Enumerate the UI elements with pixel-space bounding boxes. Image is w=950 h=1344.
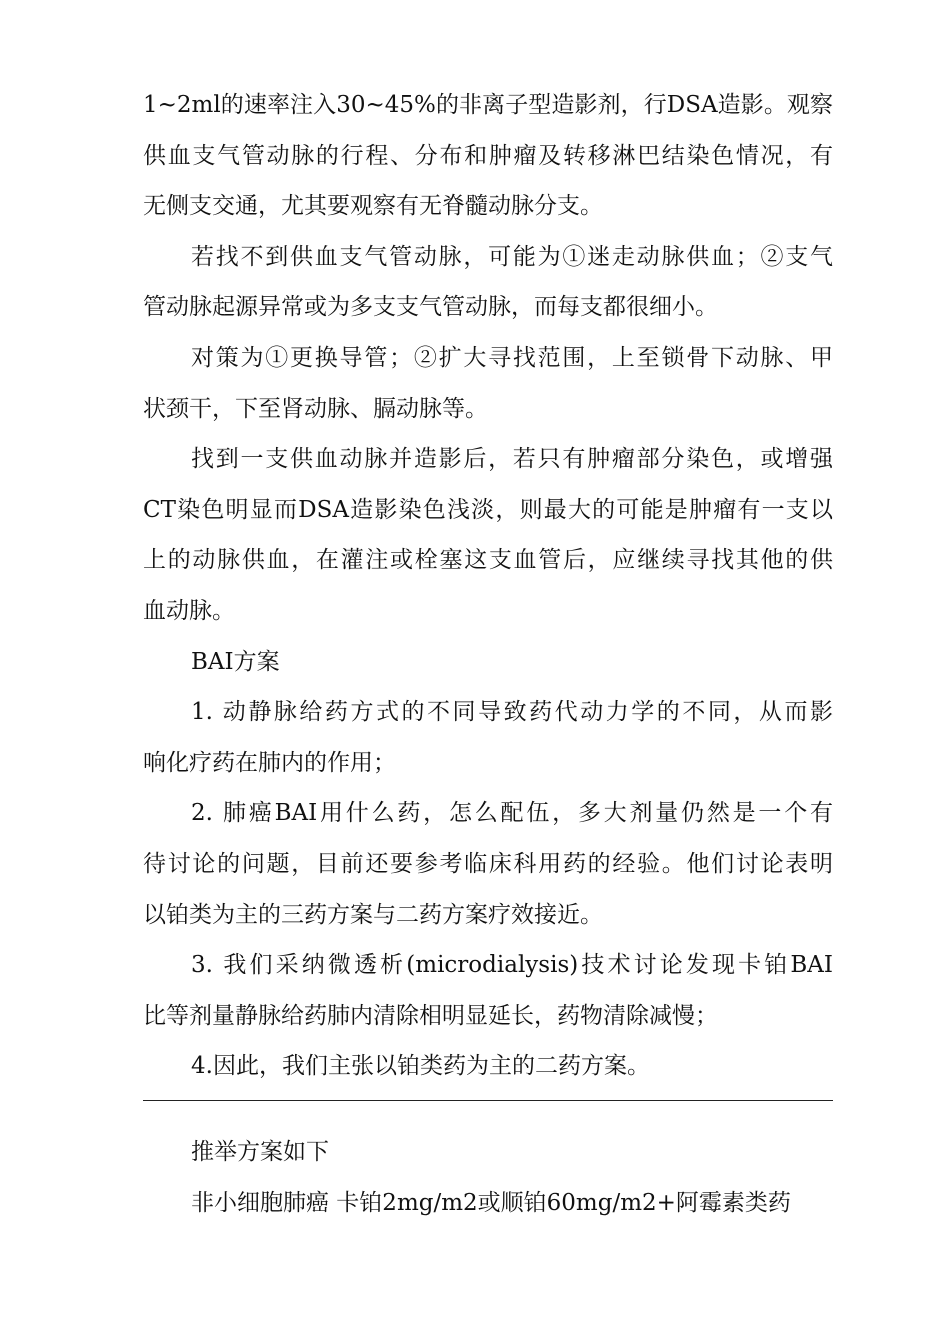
- text-line-7: 状颈干，下至肾动脉、膈动脉等。: [143, 395, 488, 422]
- list-item-3-line-1: 3. 我们采纳微透析(microdialysis)技术讨论发现卡铂BAI: [191, 952, 833, 979]
- recommended-scheme-section: [143, 1127, 833, 1228]
- list-item-2-line-2: 待讨论的问题，目前还要参考临床科用药的经验。他们讨论表明: [143, 850, 833, 877]
- text-line-8: 找到一支供血动脉并造影后，若只有肿瘤部分染色，或增强: [191, 446, 833, 473]
- list-item-4: 4.因此，我们主张以铂类药为主的二药方案。: [191, 1053, 650, 1080]
- text-line-9: CT染色明显而DSA造影染色浅淡，则最大的可能是肿瘤有一支以: [143, 496, 833, 523]
- recommended-scheme-heading: 推举方案如下: [191, 1139, 329, 1165]
- section-heading-bai: BAI方案: [191, 648, 280, 675]
- text-line-6: 对策为①更换导管；②扩大寻找范围，上至锁骨下动脉、甲: [191, 344, 833, 371]
- text-line-2: 供血支气管动脉的行程、分布和肿瘤及转移淋巴结染色情况，有: [143, 142, 833, 169]
- text-line-4: 若找不到供血支气管动脉，可能为①迷走动脉供血；②支气: [191, 243, 833, 270]
- text-line-1: 1~2ml的速率注入30~45%的非离子型造影剂，行DSA造影。观察: [143, 92, 833, 118]
- list-item-3-line-2: 比等剂量静脉给药肺内清除相明显延长，药物清除减慢；: [143, 1002, 718, 1029]
- document-body: [143, 80, 833, 1092]
- list-item-1-line-1: 1. 动静脉给药方式的不同导致药代动力学的不同，从而影: [191, 699, 833, 726]
- list-item-2-line-1: 2. 肺癌BAI用什么药，怎么配伍，多大剂量仍然是一个有: [191, 800, 833, 827]
- list-item-1-line-2: 响化疗药在肺内的作用；: [143, 749, 396, 776]
- text-line-5: 管动脉起源异常或为多支支气管动脉，而每支都很细小。: [143, 294, 718, 321]
- nsclc-scheme-line: 非小细胞肺癌 卡铂2mg/m2或顺铂60mg/m2+阿霉素类药: [191, 1189, 791, 1216]
- horizontal-divider: [143, 1100, 833, 1101]
- text-line-10: 上的动脉供血，在灌注或栓塞这支血管后，应继续寻找其他的供: [143, 547, 833, 574]
- text-line-3: 无侧支交通，尤其要观察有无脊髓动脉分支。: [143, 193, 603, 220]
- text-line-11: 血动脉。: [143, 597, 235, 624]
- list-item-2-line-3: 以铂类为主的三药方案与二药方案疗效接近。: [143, 901, 603, 928]
